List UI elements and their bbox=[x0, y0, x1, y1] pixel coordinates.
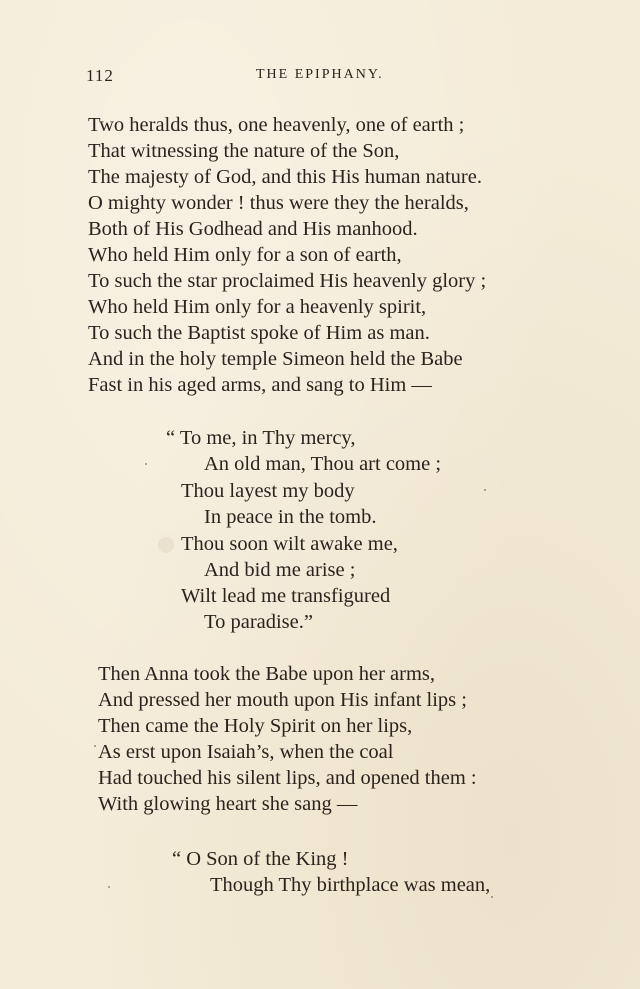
hymn-line: “ O Son of the King ! bbox=[172, 848, 349, 870]
poem-line: With glowing heart she sang — bbox=[98, 793, 358, 815]
hymn-line: In peace in the tomb. bbox=[204, 506, 377, 528]
poem-line: Then Anna took the Babe upon her arms, bbox=[98, 663, 436, 685]
hymn-line: And bid me arise ; bbox=[204, 559, 356, 581]
poem-line: Fast in his aged arms, and sang to Him — bbox=[88, 374, 432, 396]
poem-line: To such the star proclaimed His heavenly glory ; bbox=[88, 270, 487, 292]
hymn-line: Wilt lead me transfigured bbox=[181, 585, 391, 607]
print-speck bbox=[484, 489, 486, 491]
poem-line: Both of His Godhead and His manhood. bbox=[88, 218, 418, 240]
poem-line: To such the Baptist spoke of Him as man. bbox=[88, 322, 430, 344]
poem-line: That witnessing the nature of the Son, bbox=[88, 140, 400, 162]
page-header bbox=[86, 66, 556, 86]
poem-line: Two heralds thus, one heavenly, one of earth ; bbox=[88, 114, 465, 136]
print-speck bbox=[108, 886, 110, 888]
hymn-line: Though Thy birthplace was mean, bbox=[210, 874, 491, 896]
hymn-line: To paradise.” bbox=[204, 611, 313, 633]
page-number: 112 bbox=[86, 66, 114, 85]
hymn-line: Thou soon wilt awake me, bbox=[181, 533, 398, 555]
poem-line: As erst upon Isaiah’s, when the coal bbox=[98, 741, 394, 763]
hymn-line: “ To me, in Thy mercy, bbox=[166, 427, 356, 449]
hymn-line: An old man, Thou art come ; bbox=[204, 453, 442, 475]
poem-line: And pressed her mouth upon His infant lips ; bbox=[98, 689, 467, 711]
poem-line: Who held Him only for a heavenly spirit, bbox=[88, 296, 427, 318]
print-speck bbox=[491, 896, 493, 898]
poem-line: O mighty wonder ! thus were they the heralds, bbox=[88, 192, 469, 214]
hymn-line: Thou layest my body bbox=[181, 480, 355, 502]
poem-line: The majesty of God, and this His human nature. bbox=[88, 166, 482, 188]
print-speck bbox=[145, 463, 147, 465]
print-speck bbox=[94, 745, 96, 747]
poem-line: And in the holy temple Simeon held the Babe bbox=[88, 348, 463, 370]
poem-line: Had touched his silent lips, and opened them : bbox=[98, 767, 477, 789]
running-title: THE EPIPHANY. bbox=[256, 67, 384, 82]
paper-stain bbox=[158, 537, 174, 553]
poem-line: Who held Him only for a son of earth, bbox=[88, 244, 402, 266]
poem-line: Then came the Holy Spirit on her lips, bbox=[98, 715, 413, 737]
